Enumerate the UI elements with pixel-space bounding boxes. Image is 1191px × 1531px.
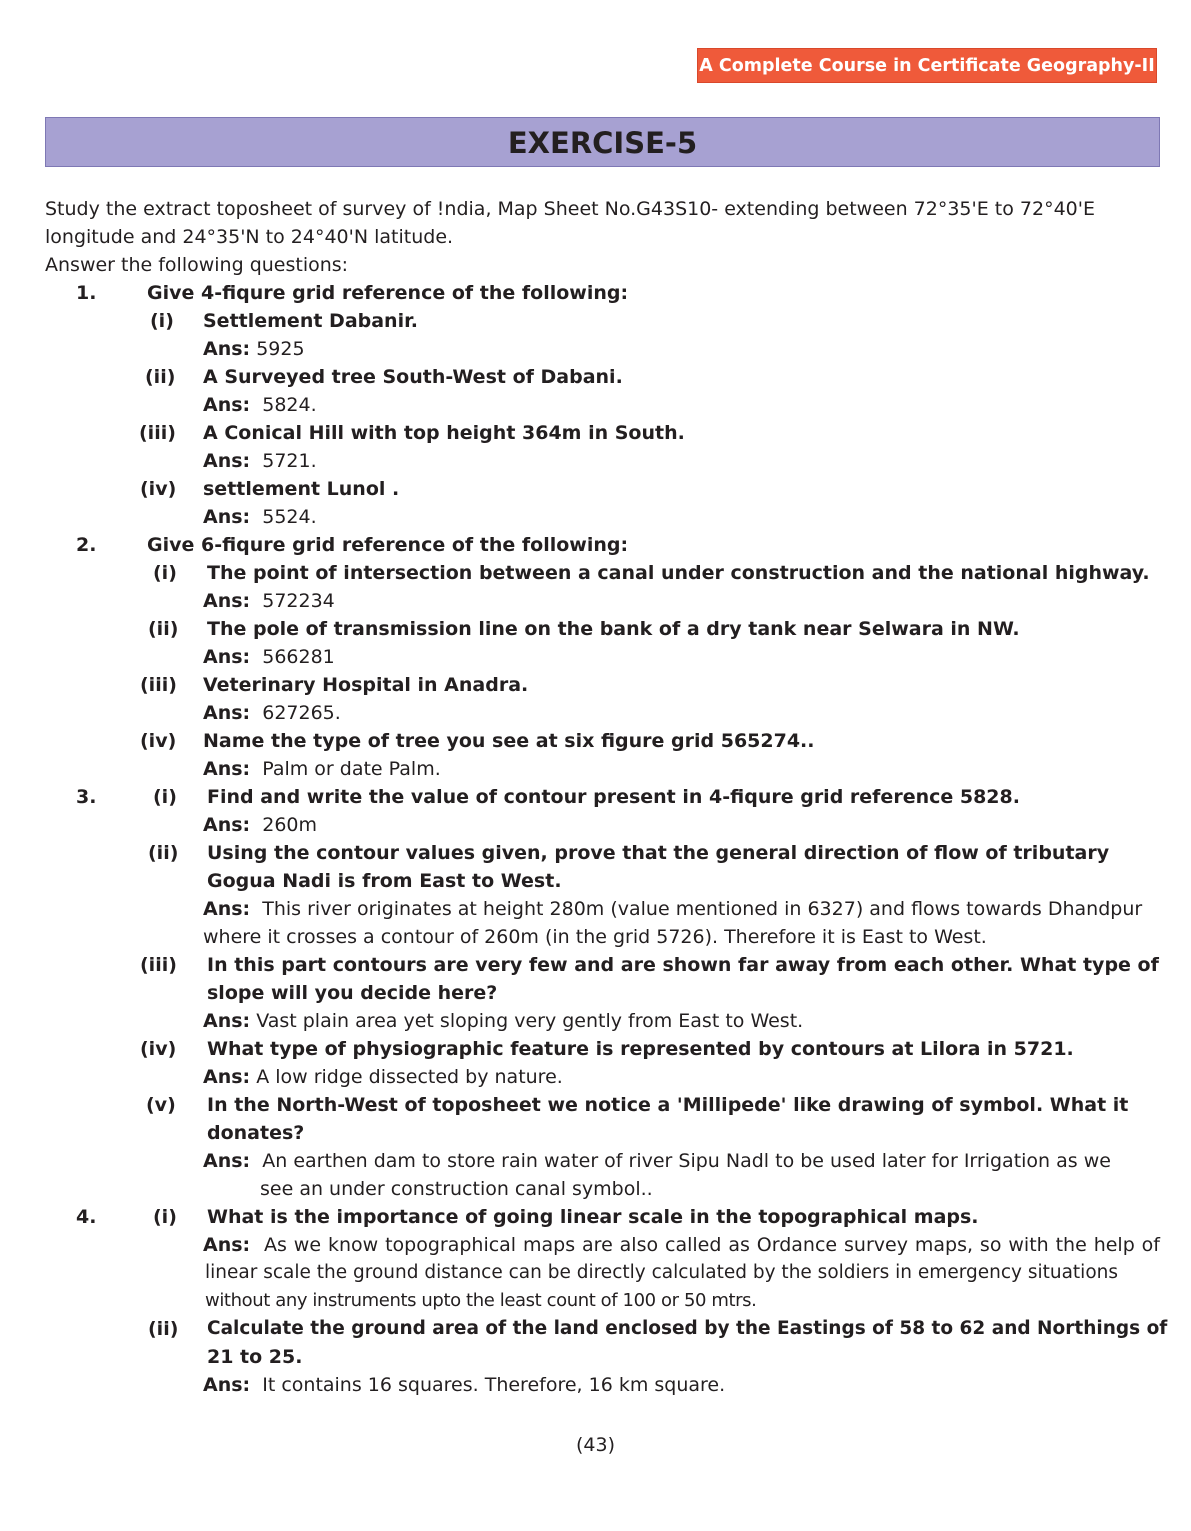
q1-ii-text: A Surveyed tree South-West of Dabani. xyxy=(203,366,623,388)
q1-iv-answer xyxy=(203,503,317,531)
q3-iii-text-1: In this part contours are very few and are shown far away from each other. What type of xyxy=(207,954,1159,976)
answer-text: 572234 xyxy=(262,590,335,612)
q2-ii-text: The pole of transmission line on the bank of a dry tank near Selwara in NW. xyxy=(207,618,1020,640)
ans-label: Ans: xyxy=(203,898,251,920)
q1-iii-answer xyxy=(203,447,317,475)
q2-ii-number: (ii) xyxy=(148,618,179,640)
ans-label: Ans: xyxy=(203,1066,251,1088)
intro-line-1: Study the extract toposheet of survey of !ndia, Map Sheet No.G43S10- extending between 72°35'E to 72°40'E xyxy=(45,198,1095,220)
answer-text: As we know topographical maps are also called as Ordance survey maps, so with the help of xyxy=(263,1234,1160,1256)
answer-text: 5524. xyxy=(262,506,317,528)
q3-ii-answer-1 xyxy=(203,895,1142,923)
ans-label: Ans: xyxy=(203,814,251,836)
q3-iii-answer xyxy=(203,1007,803,1035)
ans-label: Ans: xyxy=(203,1010,251,1032)
q2-i-text: The point of intersection between a canal under construction and the national highway. xyxy=(207,562,1150,584)
q2-iv-text: Name the type of tree you see at six figure grid 565274.. xyxy=(203,730,815,752)
q3-iv-answer xyxy=(203,1063,563,1091)
q1-i-answer xyxy=(203,335,305,363)
q3-number: 3. xyxy=(76,786,97,808)
q3-v-number: (v) xyxy=(146,1094,176,1116)
q4-i-text: What is the importance of going linear scale in the topographical maps. xyxy=(207,1206,979,1228)
q2-iii-answer xyxy=(203,699,341,727)
answer-text: Vast plain area yet sloping very gently from East to West. xyxy=(256,1010,804,1032)
ans-label: Ans: xyxy=(203,646,251,668)
q3-iv-text: What type of physiographic feature is represented by contours at Lilora in 5721. xyxy=(207,1038,1074,1060)
q2-iii-text: Veterinary Hospital in Anadra. xyxy=(203,674,529,696)
q1-i-text: Settlement Dabanir. xyxy=(203,310,418,332)
exercise-title-banner xyxy=(45,117,1160,167)
q3-iv-number: (iv) xyxy=(140,1038,177,1060)
answer-text: 566281 xyxy=(262,646,335,668)
q3-v-answer-2: see an under construction canal symbol.. xyxy=(260,1178,653,1200)
intro-line-2: longitude and 24°35'N to 24°40'N latitude. xyxy=(45,226,454,248)
answer-text: 5925 xyxy=(256,338,305,360)
q2-iii-number: (iii) xyxy=(140,674,177,696)
q4-number: 4. xyxy=(76,1206,97,1228)
answer-text: It contains 16 squares. Therefore, 16 km square. xyxy=(262,1374,726,1396)
q3-ii-text-1: Using the contour values given, prove that the general direction of flow of tributary xyxy=(207,842,1110,864)
q3-ii-answer-2: where it crosses a contour of 260m (in the grid 5726). Therefore it is East to West. xyxy=(203,926,987,948)
ans-label: Ans: xyxy=(203,758,251,780)
q3-ii-number: (ii) xyxy=(148,842,179,864)
q3-i-number: (i) xyxy=(153,786,177,808)
q3-iii-text-2: slope will you decide here? xyxy=(207,982,498,1004)
intro-line-3: Answer the following questions: xyxy=(45,254,349,276)
q3-iii-number: (iii) xyxy=(140,954,177,976)
q3-i-answer xyxy=(203,811,317,839)
answer-text: 5721. xyxy=(262,450,317,472)
q4-i-answer-2: linear scale the ground distance can be directly calculated by the soldiers in emergency situations xyxy=(205,1262,1118,1283)
q3-v-text-1: In the North-West of toposheet we notice a 'Millipede' like drawing of symbol. What it xyxy=(207,1094,1129,1116)
answer-text: This river originates at height 280m (value mentioned in 6327) and flows towards Dhandpur xyxy=(262,898,1143,920)
q1-iii-text: A Conical Hill with top height 364m in South. xyxy=(203,422,685,444)
q3-i-text: Find and write the value of contour present in 4-fiqure grid reference 5828. xyxy=(207,786,1020,808)
q4-ii-text-2: 21 to 25. xyxy=(207,1346,303,1368)
q2-i-number: (i) xyxy=(153,562,177,584)
exercise-title: EXERCISE-5 xyxy=(507,126,698,160)
q2-ii-answer xyxy=(203,643,335,671)
q1-number: 1. xyxy=(76,282,97,304)
ans-label: Ans: xyxy=(203,590,251,612)
answer-text: An earthen dam to store rain water of river Sipu Nadl to be used later for Irrigation as we xyxy=(262,1150,1111,1172)
q4-i-answer-3: without any instruments upto the least count of 100 or 50 mtrs. xyxy=(205,1290,757,1311)
q1-iii-number: (iii) xyxy=(139,422,176,444)
q4-i-number: (i) xyxy=(153,1206,177,1228)
course-title-badge: A Complete Course in Certificate Geography-II xyxy=(697,48,1157,83)
answer-text: 260m xyxy=(262,814,318,836)
ans-label: Ans: xyxy=(203,506,251,528)
page-number: (43) xyxy=(575,1434,615,1456)
q3-v-answer-1 xyxy=(203,1147,1111,1175)
ans-label: Ans: xyxy=(203,1150,251,1172)
ans-label: Ans: xyxy=(203,702,251,724)
q4-i-answer-1 xyxy=(203,1231,1160,1259)
ans-label: Ans: xyxy=(203,394,251,416)
q3-v-text-2: donates? xyxy=(207,1122,305,1144)
answer-text: A low ridge dissected by nature. xyxy=(256,1066,563,1088)
ans-label: Ans: xyxy=(203,1234,251,1256)
answer-text: 5824. xyxy=(262,394,317,416)
q1-text: Give 4-fiqure grid reference of the following: xyxy=(147,282,629,304)
ans-label: Ans: xyxy=(203,338,251,360)
q4-ii-text-1: Calculate the ground area of the land enclosed by the Eastings of 58 to 62 and Northings of xyxy=(207,1318,1168,1339)
q2-iv-answer xyxy=(203,755,441,783)
q1-iv-text: settlement Lunol . xyxy=(203,478,400,500)
q2-number: 2. xyxy=(76,534,97,556)
answer-text: Palm or date Palm. xyxy=(262,758,441,780)
q4-ii-number: (ii) xyxy=(148,1318,179,1340)
q1-ii-number: (ii) xyxy=(145,366,176,388)
q1-i-number: (i) xyxy=(150,310,174,332)
ans-label: Ans: xyxy=(203,450,251,472)
ans-label: Ans: xyxy=(203,1374,251,1396)
q1-iv-number: (iv) xyxy=(140,478,177,500)
q3-ii-text-2: Gogua Nadi is from East to West. xyxy=(207,870,562,892)
q4-ii-answer xyxy=(203,1371,725,1399)
q2-i-answer xyxy=(203,587,335,615)
q2-iv-number: (iv) xyxy=(140,730,177,752)
q1-ii-answer xyxy=(203,391,317,419)
q2-text: Give 6-fiqure grid reference of the following: xyxy=(147,534,629,556)
answer-text: 627265. xyxy=(262,702,341,724)
